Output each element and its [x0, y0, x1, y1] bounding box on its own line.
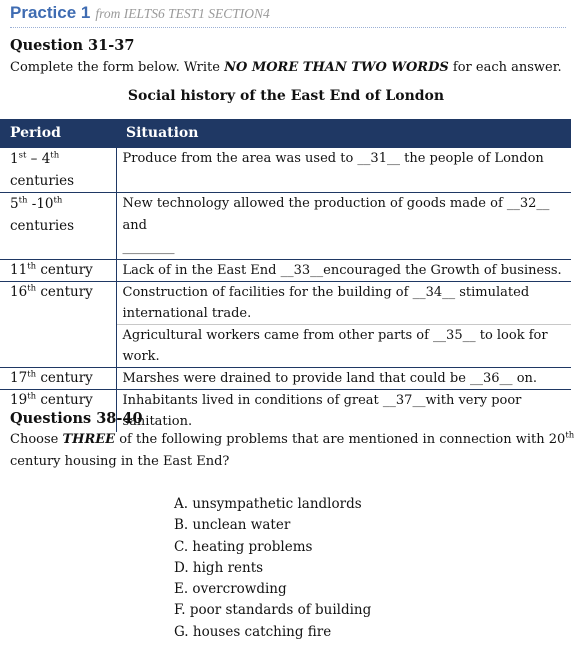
instruction-emphasis: NO MORE THAN TWO WORDS	[224, 60, 449, 75]
practice-header	[10, 3, 566, 23]
period-number: 11	[10, 262, 28, 278]
table-row	[0, 148, 571, 193]
instruction-emphasis: THREE	[62, 432, 116, 447]
situation-cell: Marshes were drained to provide land that could be __36__ on.	[116, 368, 571, 390]
situation-cell: Agricultural workers came from other parts of __35__ to look for work.	[116, 325, 571, 368]
practice-source: from IELTS6 TEST1 SECTION4	[95, 6, 270, 21]
period-number: 17	[10, 370, 28, 386]
situation-text: New technology allowed the production of goods made of __32__ and	[122, 196, 550, 233]
list-item: A. unsympathetic landlords	[174, 496, 362, 512]
question-38-40-instruction-line2: century housing in the East End?	[10, 454, 230, 469]
ordinal-suffix: th	[27, 283, 37, 294]
instruction-text: Choose	[10, 432, 63, 447]
list-item: C. heating problems	[174, 538, 313, 555]
period-number: 16	[10, 284, 28, 300]
ordinal-suffix: st	[18, 150, 27, 161]
ordinal-suffix: th	[27, 369, 37, 380]
period-cell	[0, 260, 116, 282]
table-row	[0, 282, 571, 325]
ordinal-suffix: th	[27, 391, 37, 402]
situation-cell: Inhabitants lived in conditions of great __37__with very poor sanitation.	[116, 390, 571, 433]
period-unit: century	[36, 370, 93, 386]
ordinal-suffix: th	[50, 150, 60, 161]
period-number: -10	[27, 196, 54, 212]
period-cell	[0, 193, 116, 260]
header-divider	[10, 27, 566, 28]
table-row	[0, 325, 571, 368]
period-cell	[0, 325, 116, 368]
period-unit: centuries	[10, 218, 75, 234]
period-cell	[0, 368, 116, 390]
period-unit: century	[36, 284, 93, 300]
practice-title: Practice 1	[10, 3, 91, 22]
list-item: D. high rents	[174, 559, 264, 576]
period-number: 5	[10, 196, 19, 212]
period-unit: century	[36, 392, 93, 408]
period-cell	[0, 148, 116, 193]
table-row	[0, 260, 571, 282]
question-38-40-instruction	[10, 432, 574, 447]
instruction-text: for each answer.	[448, 60, 562, 75]
instruction-text: Complete the form below. Write	[10, 60, 225, 75]
question-31-37-heading: Question 31-37	[10, 37, 135, 54]
period-unit: century	[36, 262, 93, 278]
form-title: Social history of the East End of London	[127, 88, 445, 104]
answer-options-list	[174, 494, 371, 643]
situation-cell: Construction of facilities for the building of __34__ stimulated international trade.	[116, 282, 571, 325]
period-number: 19	[10, 392, 28, 408]
list-item: F. poor standards of building	[174, 602, 372, 619]
list-item: G. houses catching fire	[174, 623, 332, 640]
instruction-text: of the following problems that are mentioned in connection with 20	[115, 432, 566, 447]
column-header-situation: Situation	[116, 119, 571, 148]
answer-blank: ________	[122, 240, 175, 255]
ordinal-suffix: th	[18, 195, 28, 206]
table-row	[0, 193, 571, 260]
history-form-table	[0, 119, 571, 432]
column-header-period: Period	[0, 119, 116, 148]
question-38-40-heading: Questions 38-40	[10, 410, 143, 427]
situation-cell	[116, 193, 571, 260]
list-item: E. overcrowding	[174, 581, 287, 598]
table-header-row	[0, 119, 571, 148]
period-number: – 4	[26, 151, 51, 167]
period-cell	[0, 282, 116, 325]
list-item: B. unclean water	[174, 517, 291, 534]
period-unit: centuries	[10, 173, 75, 189]
situation-cell: Lack of in the East End __33__encouraged the Growth of business.	[116, 260, 571, 282]
ordinal-suffix: th	[565, 430, 574, 441]
table-row	[0, 368, 571, 390]
ordinal-suffix: th	[53, 195, 63, 206]
ordinal-suffix: th	[27, 261, 37, 272]
situation-cell: Produce from the area was used to __31__ the people of London	[116, 148, 571, 193]
question-31-37-instruction	[10, 60, 562, 75]
period-number: 1	[10, 151, 19, 167]
